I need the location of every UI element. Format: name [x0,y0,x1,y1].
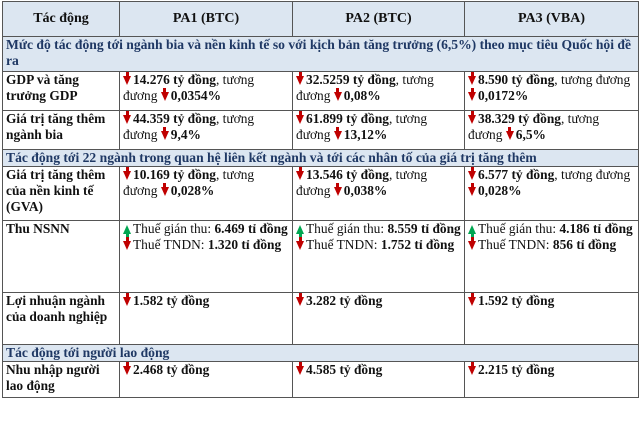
arrow-down-icon [296,115,304,124]
budget-pa1-cell: Thuế gián thu: 6.469 tỉ đồng Thuế TNDN: 1.320 tỉ đồng [120,221,293,293]
arrow-down-icon [468,92,476,101]
budget-pa3-cell: Thuế gián thu: 4.186 tỉ đồng Thuế TNDN: 856 tỉ đồng [465,221,639,293]
arrow-down-icon [123,241,131,250]
section-row [3,345,639,362]
header-impact: Tác động [3,2,120,37]
arrow-down-icon [161,92,169,101]
profit-pa3-cell: 1.592 tỷ đồng [465,293,639,345]
table-row [3,111,639,150]
table-row [3,362,639,398]
row-label: GDP và tăng trưởng GDP [3,72,120,111]
income-pa3-cell: 2.215 tỷ đồng [465,362,639,398]
section-title: Mức độ tác động tới ngành bia và nền kinh tế so với kịch bản tăng trưởng (6,5%) theo mục tiêu Quốc hội đề ra [3,37,639,72]
arrow-down-icon [468,297,476,306]
profit-pa1-cell: 1.582 tỷ đồng [120,293,293,345]
arrow-down-icon [296,171,304,180]
arrow-down-icon [123,171,131,180]
arrow-down-icon [334,187,342,196]
arrow-down-icon [468,366,476,375]
arrow-down-icon [123,76,131,85]
arrow-up-icon [296,225,304,234]
table-row [3,221,639,293]
row-label: Nhu nhập người lao động [3,362,120,398]
arrow-down-icon [161,187,169,196]
arrow-down-icon [296,241,304,250]
table-row [3,72,639,111]
gva-pa3-cell: 6.577 tỷ đồng, tương đương 0,028% [465,167,639,221]
table-row [3,293,639,345]
gva-pa2-cell: 13.546 tỷ đồng, tương đương 0,038% [293,167,465,221]
arrow-down-icon [468,171,476,180]
value-added-pa2-cell: 61.899 tỷ đồng, tương đương 13,12% [293,111,465,150]
section-title: Tác động tới 22 ngành trong quan hệ liên kết ngành và tới các nhân tố của giá trị tăng thêm [3,150,639,167]
arrow-down-icon [468,115,476,124]
value-added-pa1-cell: 44.359 tỷ đồng, tương đương 9,4% [120,111,293,150]
arrow-down-icon [334,92,342,101]
table-row [3,167,639,221]
arrow-up-icon [468,225,476,234]
arrow-down-icon [468,241,476,250]
row-label: Thu NSNN [3,221,120,293]
section-row [3,37,639,72]
arrow-down-icon [468,187,476,196]
impact-table [2,1,639,398]
gdp-pa3-cell: 8.590 tỷ đồng, tương đương 0,0172% [465,72,639,111]
header-row [3,2,639,37]
income-pa2-cell: 4.585 tỷ đồng [293,362,465,398]
arrow-down-icon [296,76,304,85]
value-added-pa3-cell: 38.329 tỷ đồng, tương đương 6,5% [465,111,639,150]
section-title: Tác động tới người lao động [3,345,639,362]
arrow-down-icon [506,131,514,140]
arrow-down-icon [123,115,131,124]
header-pa1: PA1 (BTC) [120,2,293,37]
gdp-pa2-cell: 32.5259 tỷ đồng, tương đương 0,08% [293,72,465,111]
row-label: Giá trị tăng thêm ngành bia [3,111,120,150]
income-pa1-cell: 2.468 tỷ đồng [120,362,293,398]
gdp-pa1-cell: 14.276 tỷ đồng, tương đương 0,0354% [120,72,293,111]
arrow-down-icon [296,366,304,375]
section-row [3,150,639,167]
row-label: Lợi nhuận ngành của doanh nghiệp [3,293,120,345]
header-pa3: PA3 (VBA) [465,2,639,37]
budget-pa2-cell: Thuế gián thu: 8.559 tỉ đồng Thuế TNDN: 1.752 tỉ đồng [293,221,465,293]
arrow-down-icon [296,297,304,306]
arrow-up-icon [123,225,131,234]
arrow-down-icon [161,131,169,140]
row-label: Giá trị tăng thêm của nền kinh tế (GVA) [3,167,120,221]
profit-pa2-cell: 3.282 tỷ đồng [293,293,465,345]
arrow-down-icon [468,76,476,85]
arrow-down-icon [123,297,131,306]
gva-pa1-cell: 10.169 tỷ đồng, tương đương 0,028% [120,167,293,221]
arrow-down-icon [334,131,342,140]
arrow-down-icon [123,366,131,375]
header-pa2: PA2 (BTC) [293,2,465,37]
